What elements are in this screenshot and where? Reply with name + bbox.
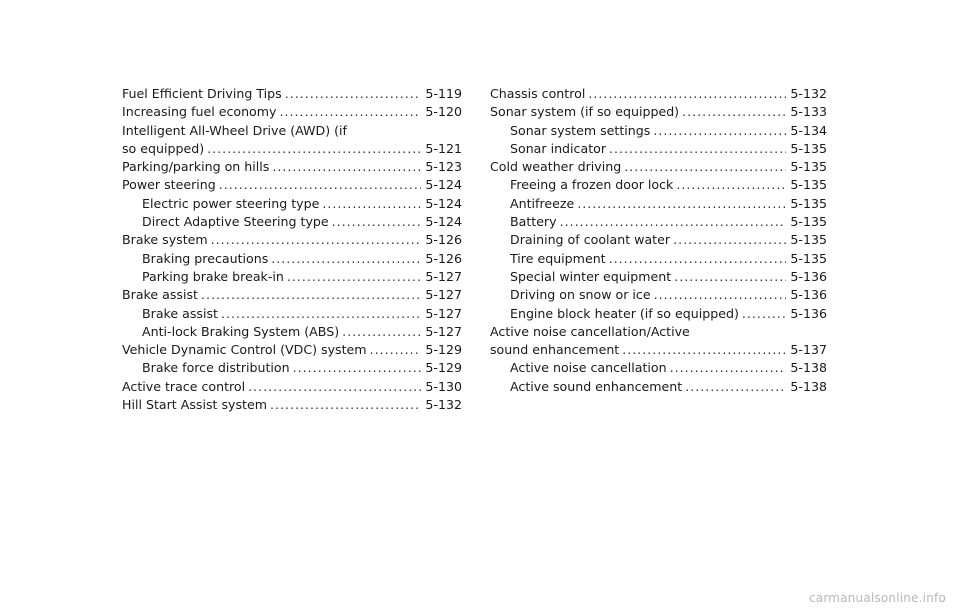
toc-entry-title: Battery — [510, 214, 557, 230]
toc-entry-page: 5-119 — [425, 86, 462, 101]
dot-leader — [211, 231, 422, 249]
dot-leader — [332, 213, 422, 231]
toc-entry-page: 5-127 — [425, 323, 462, 339]
toc-entry-title: Power steering — [122, 177, 216, 193]
toc-column-right — [490, 85, 827, 396]
toc-entry-title: Parking brake break-in — [142, 268, 284, 284]
dot-leader — [270, 396, 421, 414]
toc-entry[interactable] — [122, 359, 462, 377]
dot-leader — [342, 323, 421, 341]
toc-entry-page: 5-123 — [425, 159, 462, 175]
toc-column-left — [122, 85, 462, 414]
toc-entry-page: 5-135 — [790, 159, 827, 175]
dot-leader — [201, 286, 421, 304]
toc-entry[interactable] — [490, 195, 827, 213]
toc-entry-page: 5-135 — [790, 232, 827, 248]
toc-entry-title: Active trace control — [122, 378, 246, 394]
toc-entry-page: 5-135 — [790, 214, 827, 230]
toc-entry-title-line1: Intelligent All-Wheel Drive (AWD) (if — [122, 122, 347, 138]
dot-leader — [653, 122, 786, 140]
toc-entry[interactable] — [122, 323, 462, 341]
toc-entry-page: 5-129 — [425, 360, 462, 376]
toc-entry[interactable] — [490, 286, 827, 304]
toc-entry[interactable] — [490, 378, 827, 396]
toc-entry-title: Sonar system settings — [510, 122, 651, 138]
toc-entry[interactable] — [122, 176, 462, 194]
toc-entry-title: Driving on snow or ice — [510, 287, 651, 303]
toc-entry-page: 5-129 — [425, 342, 462, 358]
toc-entry-page: 5-130 — [425, 378, 462, 394]
toc-entry-page: 5-136 — [790, 287, 827, 303]
dot-leader — [682, 103, 786, 121]
dot-leader — [285, 85, 422, 103]
toc-entry-title: Tire equipment — [510, 250, 606, 266]
dot-leader — [674, 268, 786, 286]
toc-entry[interactable] — [490, 231, 827, 249]
toc-entry[interactable] — [490, 250, 827, 268]
dot-leader — [248, 378, 421, 396]
dot-leader — [322, 195, 421, 213]
toc-entry-title: Antifreeze — [510, 195, 575, 211]
watermark: carmanualsonline.info — [809, 591, 946, 605]
toc-entry-title: Parking/parking on hills — [122, 159, 270, 175]
toc-entry-title: Active noise cancellation — [510, 360, 667, 376]
toc-entry-title: Special winter equipment — [510, 268, 672, 284]
toc-entry-page: 5-124 — [425, 195, 462, 211]
dot-leader — [742, 305, 787, 323]
toc-entry-page: 5-138 — [790, 360, 827, 376]
dot-leader — [654, 286, 787, 304]
dot-leader — [624, 158, 786, 176]
toc-entry-title: Brake system — [122, 232, 208, 248]
dot-leader — [560, 213, 787, 231]
toc-entry-page: 5-127 — [425, 268, 462, 284]
toc-entry-page: 5-124 — [425, 177, 462, 193]
toc-entry-title-line1: Active noise cancellation/Active — [490, 323, 690, 339]
toc-entry-title: Freeing a frozen door lock — [510, 177, 674, 193]
toc-entry[interactable] — [490, 323, 827, 360]
toc-entry-title: Brake assist — [122, 287, 198, 303]
toc-entry-page: 5-132 — [790, 86, 827, 101]
toc-entry-title: sound enhancement — [490, 342, 620, 358]
toc-entry-page: 5-126 — [425, 232, 462, 248]
toc-entry-title: Vehicle Dynamic Control (VDC) system — [122, 342, 367, 358]
toc-entry[interactable] — [490, 140, 827, 158]
toc-entry-page: 5-137 — [790, 342, 827, 358]
dot-leader — [588, 85, 786, 103]
toc-entry-title: Draining of coolant water — [510, 232, 671, 248]
dot-leader — [221, 305, 421, 323]
toc-entry[interactable] — [122, 268, 462, 286]
toc-entry-page: 5-133 — [790, 104, 827, 120]
toc-entry[interactable] — [122, 231, 462, 249]
toc-entry[interactable] — [122, 158, 462, 176]
toc-entry[interactable] — [490, 305, 827, 323]
toc-entry-page: 5-134 — [790, 122, 827, 138]
toc-entry[interactable] — [122, 378, 462, 396]
dot-leader — [609, 250, 787, 268]
toc-entry[interactable] — [122, 213, 462, 231]
toc-entry-page: 5-136 — [790, 305, 827, 321]
dot-leader — [370, 341, 422, 359]
dot-leader — [685, 378, 786, 396]
toc-entry-title: Chassis control — [490, 86, 586, 101]
toc-entry-page: 5-135 — [790, 177, 827, 193]
toc-entry[interactable] — [490, 268, 827, 286]
toc-entry[interactable] — [490, 359, 827, 377]
toc-entry-page: 5-127 — [425, 287, 462, 303]
toc-entry-page: 5-135 — [790, 250, 827, 266]
toc-entry[interactable] — [490, 213, 827, 231]
toc-entry-page: 5-135 — [790, 140, 827, 156]
toc-entry-page: 5-136 — [790, 268, 827, 284]
toc-entry[interactable] — [490, 158, 827, 176]
toc-entry[interactable] — [490, 103, 827, 121]
toc-entry-title: Hill Start Assist system — [122, 397, 268, 413]
toc-entry[interactable] — [122, 103, 462, 121]
toc-entry-page: 5-132 — [425, 397, 462, 413]
toc-entry-page: 5-135 — [790, 195, 827, 211]
dot-leader — [673, 231, 786, 249]
dot-leader — [676, 176, 786, 194]
toc-entry-title: Fuel Efficient Driving Tips — [122, 86, 282, 101]
toc-entry[interactable] — [490, 85, 827, 103]
toc-entry-title: Direct Adaptive Steering type — [142, 214, 329, 230]
dot-leader — [219, 176, 422, 194]
dot-leader — [207, 140, 421, 158]
dot-leader — [577, 195, 786, 213]
toc-entry[interactable] — [122, 250, 462, 268]
toc-entry[interactable] — [122, 195, 462, 213]
toc-entry-title: Brake assist — [142, 305, 218, 321]
toc-entry-page: 5-138 — [790, 378, 827, 394]
toc-entry-page: 5-126 — [425, 250, 462, 266]
toc-entry-title: Sonar system (if so equipped) — [490, 104, 680, 120]
toc-entry[interactable] — [122, 85, 462, 103]
dot-leader — [622, 341, 786, 359]
toc-entry-title: Sonar indicator — [510, 140, 607, 156]
toc-entry[interactable] — [122, 122, 462, 159]
toc-entry-title: Anti-lock Braking System (ABS) — [142, 323, 340, 339]
toc-entry[interactable] — [122, 305, 462, 323]
dot-leader — [271, 250, 421, 268]
toc-entry[interactable] — [490, 122, 827, 140]
toc-entry-title: Engine block heater (if so equipped) — [510, 305, 739, 321]
toc-entry-page: 5-121 — [425, 140, 462, 156]
dot-leader — [609, 140, 786, 158]
toc-entry[interactable] — [122, 286, 462, 304]
toc-entry-title: Brake force distribution — [142, 360, 290, 376]
dot-leader — [293, 359, 422, 377]
dot-leader — [670, 359, 787, 377]
toc-entry-title: so equipped) — [122, 140, 205, 156]
dot-leader — [287, 268, 422, 286]
toc-entry-title: Braking precautions — [142, 250, 269, 266]
toc-entry-page: 5-120 — [425, 104, 462, 120]
toc-entry-page: 5-124 — [425, 214, 462, 230]
toc-entry-page: 5-127 — [425, 305, 462, 321]
toc-entry[interactable] — [122, 396, 462, 414]
toc-entry[interactable] — [122, 341, 462, 359]
dot-leader — [272, 158, 421, 176]
toc-entry[interactable] — [490, 176, 827, 194]
toc-entry-title: Electric power steering type — [142, 195, 320, 211]
toc-entry-title: Active sound enhancement — [510, 378, 683, 394]
dot-leader — [279, 103, 421, 121]
toc-entry-title: Cold weather driving — [490, 159, 622, 175]
toc-entry-title: Increasing fuel economy — [122, 104, 277, 120]
